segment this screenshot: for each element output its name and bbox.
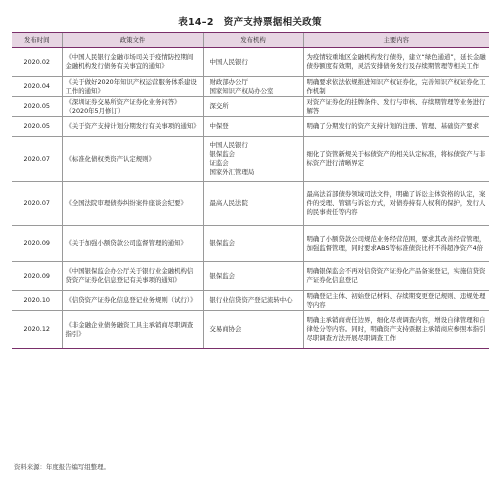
cell-agency [203, 226, 303, 262]
cell-date: 2020.09 [12, 262, 62, 291]
table-row [12, 291, 489, 311]
cell-date: 2020.12 [12, 311, 62, 349]
cell-content: 为疫情较重地区金融机构发行债券，建立“绿色通道”，延长金融债券额度有效期，灵活安排债务发行及存续期管理等相关工作 [303, 48, 489, 77]
cell-document: 《标准化债权类资产认定规则》 [62, 137, 203, 182]
cell-date: 2020.05 [12, 117, 62, 137]
cell-date: 2020.02 [12, 48, 62, 77]
table-title [0, 14, 500, 28]
agency-name: 国家知识产权局办公室 [209, 86, 274, 95]
cell-date: 2020.05 [12, 97, 62, 117]
cell-document: 《深圳证券交易所资产证券化业务问答》（2020年5月修订） [62, 97, 203, 117]
cell-content: 对资产证券化的挂牌条件、发行与审核、存续期管理等业务进行解答 [303, 97, 489, 117]
agency-name: 银保监会 [209, 150, 236, 159]
table-number: 表14–2 [178, 17, 214, 28]
header-content: 主要内容 [303, 33, 489, 48]
table-title-text: 资产支持票据相关政策 [223, 17, 322, 28]
cell-agency [203, 48, 303, 77]
table-row [12, 77, 489, 97]
cell-content: 最高法首部债券领域司法文件，明确了诉讼主体资格的认定，案件的受理、管辖与诉讼方式，对债券持有人权利的保护，发行人的民事责任等内容 [303, 182, 489, 226]
cell-document: 《中国人民银行金融市场司关于疫情防控期间金融机构发行债务有关事宜的通知》 [62, 48, 203, 77]
agency-name: 最高人民法院 [209, 199, 248, 208]
cell-document: 《非金融企业债务融资工具主承销商尽职调查指引》 [62, 311, 203, 349]
agency-name: 财政部办公厅 [209, 77, 248, 86]
agency-name: 中保登 [209, 122, 229, 131]
cell-date: 2020.04 [12, 77, 62, 97]
agency-name: 深交所 [209, 102, 229, 111]
cell-content: 细化了资管新规关于标债资产的相关认定标准，将标债资产与非标资产进行清晰界定 [303, 137, 489, 182]
cell-content: 明确了小额贷款公司规范业务经营范围，要求其改善经营管理，加强监督管理，同时要求ABS等标准债资比杆不得超净资产4倍 [303, 226, 489, 262]
agency-name: 交易商协会 [209, 325, 242, 334]
header-row [12, 33, 489, 48]
agency-name: 国家外汇管理局 [209, 167, 255, 176]
cell-content: 明确主承销商责任边界，细化尽责调查内容，增设自律管理和自律处分等内容。同时，明确资产支持票据主承销商应参照本指引尽职调查方法开展尽职调查工作 [303, 311, 489, 349]
cell-date: 2020.07 [12, 182, 62, 226]
cell-document: 《关于资产支持计划分期发行有关事项的通知》 [62, 117, 203, 137]
agency-name: 证监会 [209, 159, 229, 167]
cell-agency [203, 291, 303, 311]
cell-agency [203, 311, 303, 349]
cell-agency [203, 77, 303, 97]
table-row [12, 97, 489, 117]
cell-document: 《中国银保监会办公厅关于银行业金融机构信贷资产证券化信息登记有关事项的通知》 [62, 262, 203, 291]
source-note: 资料来源：年度报告编写组整理。 [14, 463, 110, 471]
agency-name: 银保监会 [209, 271, 236, 280]
policy-table [12, 32, 489, 349]
cell-content: 明确要求依法依规推进知识产权证券化，完善知识产权证券化工作机制 [303, 77, 489, 97]
agency-name: 银保监会 [209, 239, 236, 248]
header-agency: 发布机构 [203, 33, 303, 48]
table-body [12, 48, 489, 349]
cell-agency [203, 182, 303, 226]
cell-agency [203, 117, 303, 137]
table-row [12, 48, 489, 77]
cell-agency [203, 97, 303, 117]
cell-agency [203, 137, 303, 182]
agency-name: 中国人民银行 [209, 141, 248, 150]
cell-content: 明确登记主体、初始登记材料、存续期变更登记规则、违规处理等内容 [303, 291, 489, 311]
header-date: 发布时间 [12, 33, 62, 48]
cell-content: 明确银保监会不再对信贷资产证券化产品备案登记，实施信贷资产证券化信息登记 [303, 262, 489, 291]
table-row [12, 117, 489, 137]
table-row [12, 226, 489, 262]
table-row [12, 311, 489, 349]
cell-date: 2020.07 [12, 137, 62, 182]
cell-agency [203, 262, 303, 291]
cell-document: 《关于加强小额贷款公司监督管理的通知》 [62, 226, 203, 262]
table-row [12, 262, 489, 291]
cell-content: 明确了分期发行的资产支持计划的注册、管理、基础资产要求 [303, 117, 489, 137]
cell-date: 2020.10 [12, 291, 62, 311]
agency-name: 银行业信贷资产登记流转中心 [209, 296, 293, 305]
cell-document: 《全国法院审理债券纠纷案件座谈会纪要》 [62, 182, 203, 226]
cell-document: 《关于做好2020年知识产权运营服务体系建设工作的通知》 [62, 77, 203, 97]
header-document: 政策文件 [62, 33, 203, 48]
table-row [12, 137, 489, 182]
cell-date: 2020.09 [12, 226, 62, 262]
agency-name: 中国人民银行 [209, 57, 248, 66]
table-row [12, 182, 489, 226]
cell-document: 《信贷资产证券化信息登记业务规则（试行）》 [62, 291, 203, 311]
